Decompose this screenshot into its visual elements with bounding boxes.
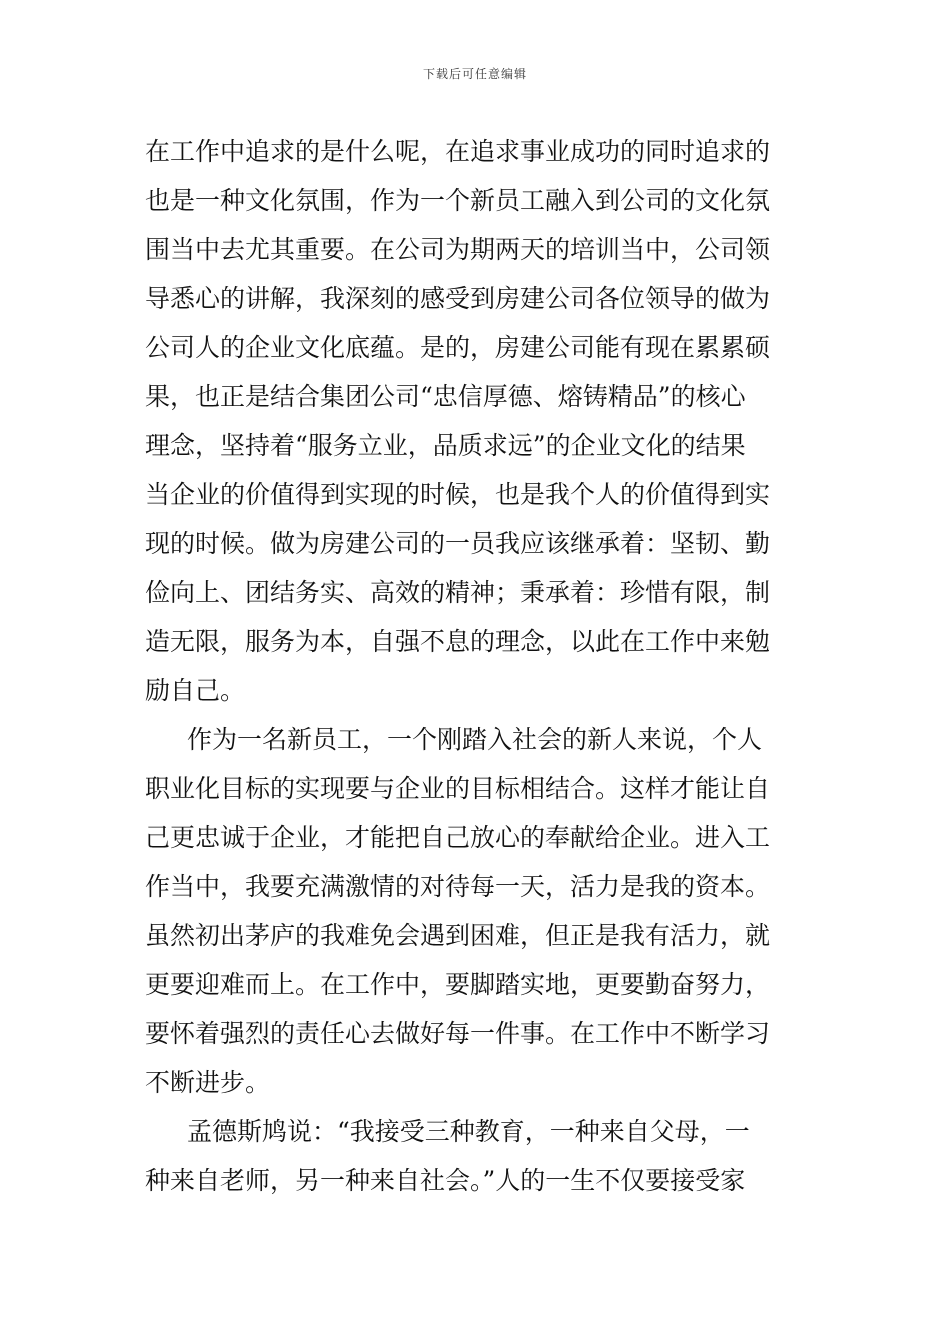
paragraph-1-line: 在工作中追求的是什么呢，在追求事业成功的同时追求的: [145, 137, 771, 166]
page-header: 下载后可任意编辑: [422, 67, 527, 81]
paragraph-1-line: 励自己。: [145, 676, 246, 705]
paragraph-1-line: 也是一种文化氛围，作为一个新员工融入到公司的文化氛: [145, 186, 771, 215]
paragraph-1-line: 果，也正是结合集团公司“忠信厚德、熔铸精品”的核心: [145, 382, 746, 411]
paragraph-2-line: 职业化目标的实现要与企业的目标相结合。这样才能让自: [145, 774, 771, 803]
paragraph-2-line: 己更忠诚于企业，才能把自己放心的奉献给企业。进入工: [145, 823, 771, 852]
body-text: [145, 127, 811, 1205]
paragraph-2-line: 作为一名新员工，一个刚踏入社会的新人来说，个人: [187, 725, 763, 754]
paragraph-2-line: 虽然初出茅庐的我难免会遇到困难，但正是我有活力，就: [145, 921, 771, 950]
paragraph-3-line: 孟德斯鸠说：“我接受三种教育，一种来自父母，一: [187, 1117, 750, 1146]
paragraph-2-line: 不断进步。: [145, 1068, 271, 1097]
paragraph-1-line: 围当中去尤其重要。在公司为期两天的培训当中，公司领: [145, 235, 771, 264]
paragraph-1-line: 造无限，服务为本，自强不息的理念，以此在工作中来勉: [145, 627, 771, 656]
paragraph-2-line: 更要迎难而上。在工作中，要脚踏实地，更要勤奋努力，: [145, 970, 771, 999]
paragraph-1-line: 当企业的价值得到实现的时候，也是我个人的价值得到实: [145, 480, 771, 509]
paragraph-2-line: 作当中，我要充满激情的对待每一天，活力是我的资本。: [145, 872, 771, 901]
paragraph-1-line: 导悉心的讲解，我深刻的感受到房建公司各位领导的做为: [145, 284, 771, 313]
paragraph-1-line: 俭向上、团结务实、高效的精神；秉承着：珍惜有限，制: [145, 578, 771, 607]
paragraph-1-line: 现的时候。做为房建公司的一员我应该继承着：坚韧、勤: [145, 529, 771, 558]
paragraph-1-line: 理念，坚持着“服务立业，品质求远”的企业文化的结果: [145, 431, 746, 460]
paragraph-3-line: 种来自老师，另一种来自社会。”人的一生不仅要接受家: [145, 1166, 746, 1195]
paragraph-2-line: 要怀着强烈的责任心去做好每一件事。在工作中不断学习: [145, 1019, 771, 1048]
paragraph-1-line: 公司人的企业文化底蕴。是的，房建公司能有现在累累硕: [145, 333, 771, 362]
